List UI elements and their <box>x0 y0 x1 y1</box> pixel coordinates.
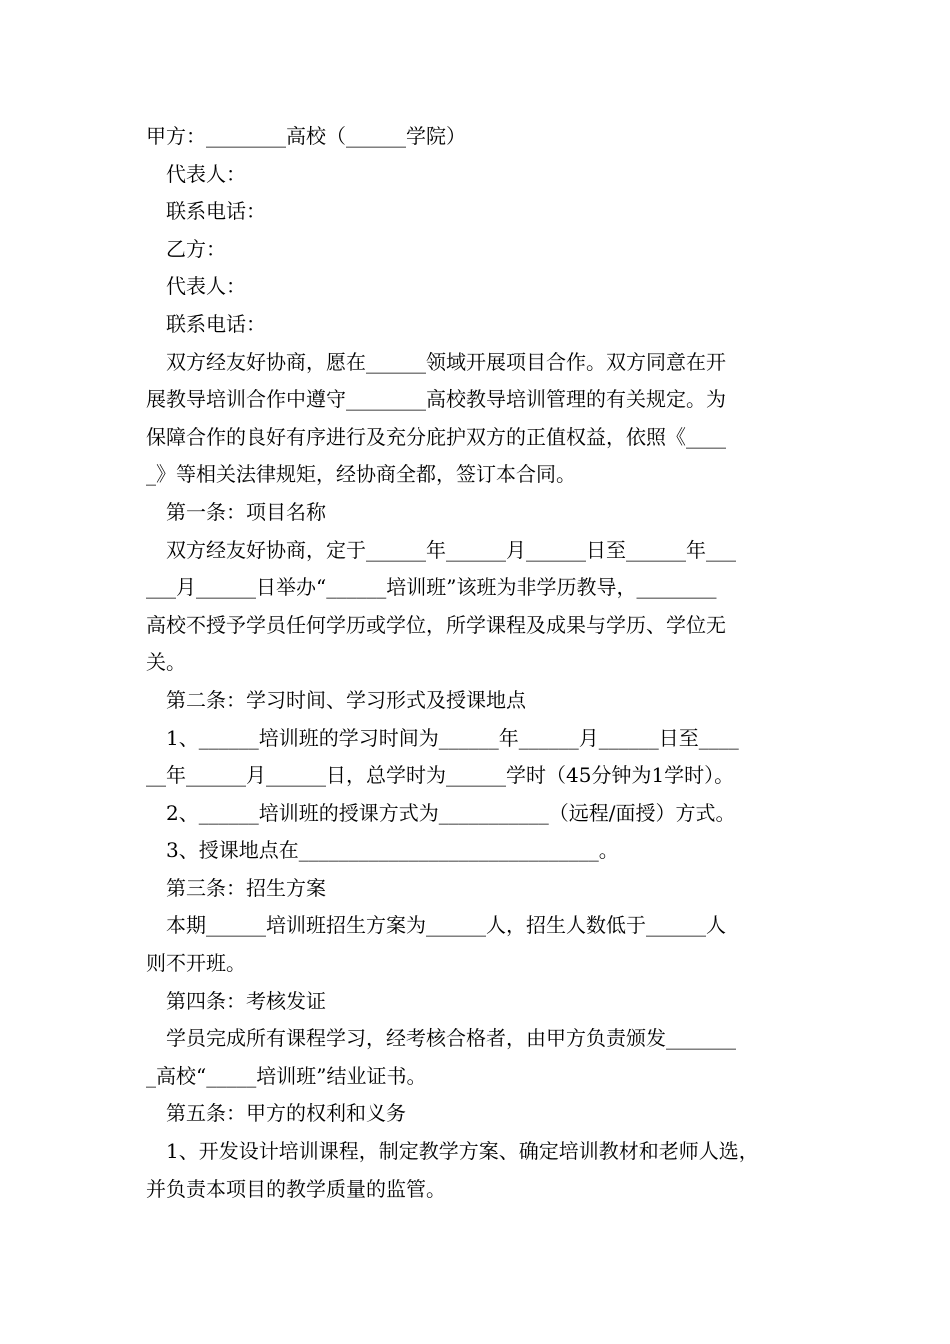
text-line: 1、开发设计培训课程，制定教学方案、确定培训教材和老师人选， <box>166 1139 759 1164</box>
text-line: 联系电话： <box>166 199 266 224</box>
text-line: 3、授课地点在______________________________。 <box>166 838 619 863</box>
text-line: 甲方：________高校（______学院） <box>146 124 466 148</box>
text-line: 联系电话： <box>166 311 266 336</box>
text-line: 高校不授予学员任何学历或学位，所学课程及成果与学历、学位无 <box>146 612 726 637</box>
text-line: 本期______培训班招生方案为______人，招生人数低于______人 <box>166 913 726 938</box>
text-line: 乙方： <box>166 236 226 261</box>
text-line: _》等相关法律规矩，经协商全都，签订本合同。 <box>146 462 576 487</box>
text-line: _高校“_____培训班”结业证书。 <box>146 1063 427 1088</box>
text-line: 第二条：学习时间、学习形式及授课地点 <box>166 687 526 712</box>
text-line: 代表人： <box>166 274 246 299</box>
text-line: 保障合作的良好有序进行及充分庇护双方的正值权益，依照《____ <box>146 424 726 449</box>
text-line: __年______月______日，总学时为______学时（45分钟为1学时）。 <box>146 763 735 788</box>
text-line: 第四条：考核发证 <box>166 988 326 1013</box>
text-line: ___月______日举办“______培训班”该班为非学历教导，________ <box>146 575 717 600</box>
text-line: 第三条：招生方案 <box>166 875 326 900</box>
text-line: 则不开班。 <box>146 951 246 976</box>
text-line: 代表人： <box>166 161 246 186</box>
contract-text <box>146 118 826 1208</box>
text-line: 并负责本项目的教学质量的监管。 <box>146 1176 446 1201</box>
text-line: 展教导培训合作中遵守________高校教导培训管理的有关规定。为 <box>146 387 726 412</box>
text-line: 第一条：项目名称 <box>166 499 326 524</box>
text-line: 2、______培训班的授课方式为___________（远程/面授）方式。 <box>166 800 736 825</box>
text-line: 1、______培训班的学习时间为______年______月______日至____ <box>166 725 739 750</box>
text-line: 关。 <box>146 650 186 675</box>
text-line: 双方经友好协商，愿在______领域开展项目合作。双方同意在开 <box>166 349 726 374</box>
text-line: 第五条：甲方的权利和义务 <box>166 1101 406 1126</box>
text-line: 双方经友好协商，定于______年______月______日至______年___ <box>166 537 736 562</box>
text-line: 学员完成所有课程学习，经考核合格者，由甲方负责颁发_______ <box>166 1026 736 1051</box>
